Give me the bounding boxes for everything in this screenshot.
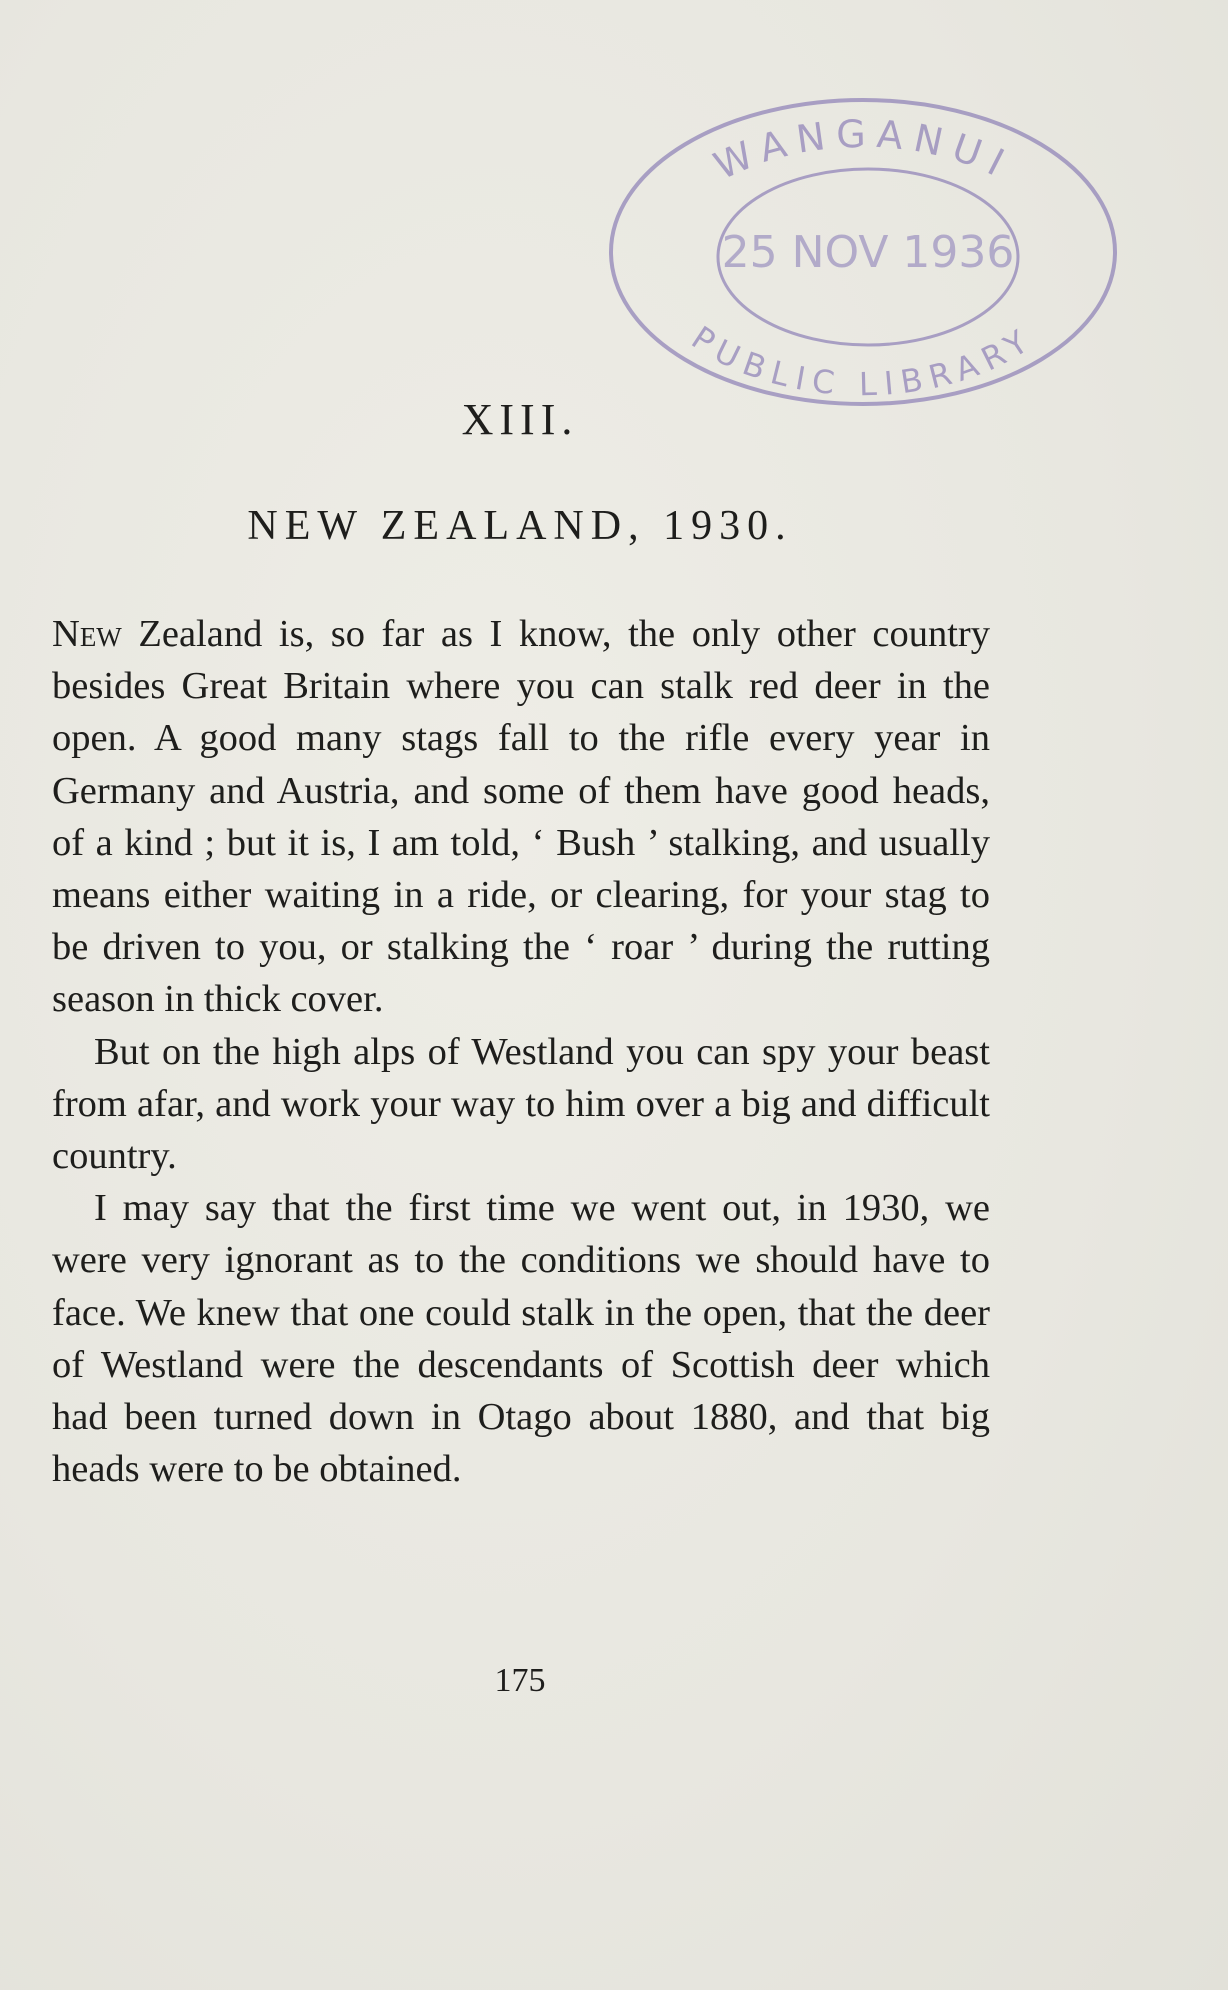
- chapter-number: XIII.: [461, 395, 579, 444]
- stamp-bottom-text: PUBLIC LIBRARY: [684, 318, 1042, 404]
- body-text: [52, 608, 990, 1495]
- paragraph-1: [52, 608, 990, 1026]
- stamp-top-text: WANGANUI: [707, 111, 1020, 189]
- library-stamp: [598, 82, 1128, 422]
- paragraph-2: But on the high alps of Westland you can spy your beast from afar, and work your way to him over a big and difficult country.: [52, 1030, 990, 1178]
- paragraph-3: I may say that the first time we went out, in 1930, we were very ignorant as to the conditions we should have to face. We knew that one could stalk in the open, that the deer of Westland were the descendants of Scottish deer which had been turned down in Otago about 1880, and that big heads were to be obtained.: [52, 1187, 990, 1491]
- stamp-date: 25 NOV 1936: [721, 227, 1015, 278]
- paragraph-1-initial: N: [52, 613, 80, 655]
- page-number: 175: [494, 1662, 546, 1699]
- paragraph-1-smallcaps: ew: [79, 613, 122, 655]
- chapter-title: NEW ZEALAND, 1930.: [247, 503, 793, 549]
- paragraph-1-text: Zealand is, so far as I know, the only other country besides Great Britain where you can stalk red deer in the open. A good many stags fall to the rifle every year in Germany and Austria, and some of them have good heads, of a kind ; but it is, I am told, ‘ Bush ’ stalking, and usually means either waiting in a ride, or clearing, for your stag to be driven to you, or stalking the ‘ roar ’ during the rutting season in thick cover.: [52, 613, 990, 1021]
